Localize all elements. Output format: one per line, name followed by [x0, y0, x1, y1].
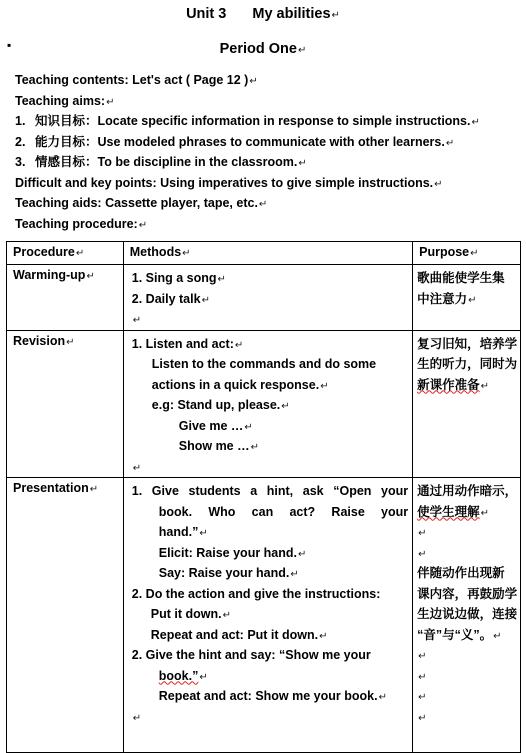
method-text: 1. Sing a song — [131, 271, 217, 285]
paragraph-mark-icon: ↵ — [244, 421, 253, 433]
procedure-label-text: Teaching procedure: — [15, 216, 138, 231]
lesson-info — [15, 70, 520, 234]
method-text: actions in a quick response. — [151, 377, 320, 392]
aim-number: 1. — [15, 114, 26, 128]
empty-line — [417, 645, 518, 666]
key-points-text: Difficult and key points: Using imperatives to give simple instructions. — [15, 175, 434, 190]
aim-item — [15, 152, 520, 173]
row-methods — [123, 265, 412, 331]
empty-line — [132, 707, 408, 728]
purpose-line: 歌曲能使学生集 — [417, 271, 505, 285]
paragraph-mark-icon: ↵ — [199, 671, 208, 683]
purpose-line: 生边说边做，连接 — [417, 607, 518, 621]
paragraph-mark-icon: ↵ — [434, 178, 443, 190]
method-line — [132, 436, 408, 457]
paragraph-mark-icon: ↵ — [480, 507, 490, 519]
paragraph-mark-icon: ↵ — [199, 528, 208, 539]
paragraph-mark-icon: ↵ — [250, 442, 259, 453]
paragraph-mark-icon: ↵ — [290, 569, 299, 580]
aim-item — [15, 132, 520, 153]
unit-number: Unit 3 — [186, 6, 227, 22]
method-line — [132, 563, 408, 584]
header-purpose — [413, 242, 521, 265]
teaching-aids — [15, 193, 520, 214]
paragraph-mark-icon: ↵ — [445, 137, 455, 149]
purpose-line: 生的听力，同时为 — [417, 357, 518, 371]
paragraph-mark-icon: ↵ — [182, 248, 191, 259]
purpose-line: 课内容，再鼓励学 — [417, 586, 518, 601]
method-line — [132, 686, 408, 707]
method-line — [132, 666, 408, 687]
empty-line — [417, 522, 518, 543]
procedure-table — [6, 241, 521, 753]
method-text: Give me … — [178, 418, 244, 433]
aim-text: 能力目标：Use modeled phrases to communicate with other learners. — [35, 134, 445, 149]
paragraph-mark-icon: ↵ — [320, 380, 329, 392]
purpose-line — [417, 375, 518, 396]
method-line — [132, 625, 408, 646]
paragraph-mark-icon: ↵ — [468, 294, 477, 306]
method-line: 2. Do the action and give the instructions: — [131, 586, 381, 601]
key-points — [15, 173, 520, 194]
empty-line — [417, 686, 518, 707]
method-line: Listen to the commands and do some — [151, 357, 377, 371]
paragraph-mark-icon: ↵ — [249, 76, 258, 87]
method-line — [132, 522, 408, 543]
row-procedure — [7, 265, 124, 331]
paragraph-mark-icon: ↵ — [217, 274, 226, 285]
empty-line — [132, 309, 408, 330]
method-text: hand.” — [158, 525, 199, 539]
paragraph-mark-icon: ↵ — [418, 671, 427, 683]
teaching-contents — [15, 70, 520, 91]
method-line — [132, 543, 408, 564]
row-purpose — [413, 330, 521, 478]
purpose-line — [417, 625, 518, 646]
unit-title — [0, 6, 526, 22]
row-purpose — [413, 478, 521, 753]
header-methods-text: Methods — [129, 245, 182, 259]
paragraph-mark-icon: ↵ — [480, 380, 490, 392]
procedure-text: Presentation — [13, 481, 89, 495]
teaching-aims-label — [15, 91, 520, 112]
paragraph-mark-icon: ↵ — [281, 401, 290, 412]
table-row — [7, 265, 521, 331]
purpose-line: 复习旧知，培养学 — [417, 336, 518, 351]
aim-number: 3. — [15, 155, 26, 169]
paragraph-mark-icon: ↵ — [234, 339, 244, 351]
bullet-icon: ▪ — [7, 38, 12, 52]
method-text: Repeat and act: Put it down. — [150, 627, 319, 642]
method-text: Show me … — [178, 439, 250, 453]
empty-line — [132, 457, 408, 478]
paragraph-mark-icon: ↵ — [298, 158, 307, 169]
paragraph-mark-icon: ↵ — [132, 462, 142, 474]
row-methods — [123, 478, 412, 753]
purpose-line — [417, 289, 518, 310]
paragraph-mark-icon: ↵ — [418, 692, 427, 703]
teaching-procedure-label — [15, 214, 520, 235]
header-procedure-text: Procedure — [13, 245, 75, 259]
method-line — [132, 604, 408, 625]
method-text: Repeat and act: Show me your book. — [158, 689, 378, 703]
paragraph-mark-icon: ↵ — [132, 315, 142, 326]
paragraph-mark-icon: ↵ — [222, 610, 231, 621]
paragraph-mark-icon: ↵ — [471, 117, 480, 128]
procedure-text: Revision — [13, 333, 66, 348]
period-title — [0, 41, 526, 57]
aids-text: Teaching aids: Cassette player, tape, etc. — [15, 196, 258, 210]
paragraph-mark-icon: ↵ — [319, 630, 328, 642]
table-header-row — [7, 242, 521, 265]
paragraph-mark-icon: ↵ — [75, 248, 85, 259]
method-text: Elicit: Raise your hand. — [158, 545, 297, 560]
method-line: 1. Give students a hint, ask “Open your — [131, 484, 409, 498]
paragraph-mark-icon: ↵ — [331, 10, 340, 21]
purpose-text: “音”与“义”。 — [417, 627, 493, 642]
purpose-line: 通过用动作暗示， — [417, 484, 518, 498]
aim-text: 知识目标：Locate specific information in response to simple instructions. — [35, 114, 471, 128]
aim-number: 2. — [15, 134, 26, 149]
aim-item — [15, 111, 520, 132]
method-line — [132, 375, 408, 396]
aims-label-text: Teaching aims: — [15, 93, 106, 108]
method-text: Say: Raise your hand. — [158, 566, 290, 580]
method-line: book. Who can act? Raise your — [158, 504, 409, 519]
row-methods — [123, 330, 412, 478]
unit-name: My abilities — [252, 6, 331, 22]
paragraph-mark-icon: ↵ — [378, 692, 387, 703]
purpose-text: 中注意力 — [417, 291, 468, 306]
method-line — [132, 395, 408, 416]
table-row — [7, 478, 521, 753]
paragraph-mark-icon: ↵ — [132, 712, 142, 724]
period-text: Period One — [219, 41, 297, 57]
paragraph-mark-icon: ↵ — [201, 294, 210, 306]
method-line — [132, 268, 408, 289]
paragraph-mark-icon: ↵ — [86, 271, 95, 282]
table-row — [7, 330, 521, 478]
paragraph-mark-icon: ↵ — [106, 96, 115, 108]
method-text: book.” — [158, 668, 199, 683]
method-line: 2. Give the hint and say: “Show me your — [131, 648, 371, 662]
paragraph-mark-icon: ↵ — [493, 630, 502, 642]
purpose-text: 新课作准备 — [417, 377, 480, 392]
paragraph-mark-icon: ↵ — [297, 45, 307, 56]
method-line — [132, 334, 408, 355]
method-text: Put it down. — [150, 607, 222, 621]
paragraph-mark-icon: ↵ — [298, 548, 307, 560]
purpose-line: 伴随动作出现新 — [417, 566, 505, 580]
header-purpose-text: Purpose — [419, 245, 470, 259]
paragraph-mark-icon: ↵ — [66, 336, 75, 348]
header-procedure — [7, 242, 124, 265]
method-text: 2. Daily talk — [131, 291, 201, 306]
paragraph-mark-icon: ↵ — [138, 219, 148, 231]
paragraph-mark-icon: ↵ — [418, 528, 427, 539]
paragraph-mark-icon: ↵ — [418, 651, 427, 662]
purpose-line — [417, 502, 518, 523]
paragraph-mark-icon: ↵ — [418, 548, 427, 560]
row-procedure — [7, 478, 124, 753]
empty-line — [417, 543, 518, 564]
paragraph-mark-icon: ↵ — [258, 199, 268, 210]
method-text: 1. Listen and act: — [131, 336, 234, 351]
empty-line — [417, 666, 518, 687]
contents-text: Teaching contents: Let's act ( Page 12 ) — [15, 73, 249, 87]
paragraph-mark-icon: ↵ — [89, 484, 99, 495]
method-text: e.g: Stand up, please. — [151, 398, 281, 412]
row-procedure — [7, 330, 124, 478]
purpose-text: 使学生理解 — [417, 504, 480, 519]
row-purpose — [413, 265, 521, 331]
procedure-text: Warming-up — [13, 268, 86, 282]
method-line — [132, 416, 408, 437]
aim-text: 情感目标：To be discipline in the classroom. — [35, 155, 298, 169]
paragraph-mark-icon: ↵ — [418, 712, 427, 724]
empty-line — [417, 707, 518, 728]
header-methods — [123, 242, 412, 265]
paragraph-mark-icon: ↵ — [470, 248, 479, 259]
method-line — [132, 289, 408, 310]
